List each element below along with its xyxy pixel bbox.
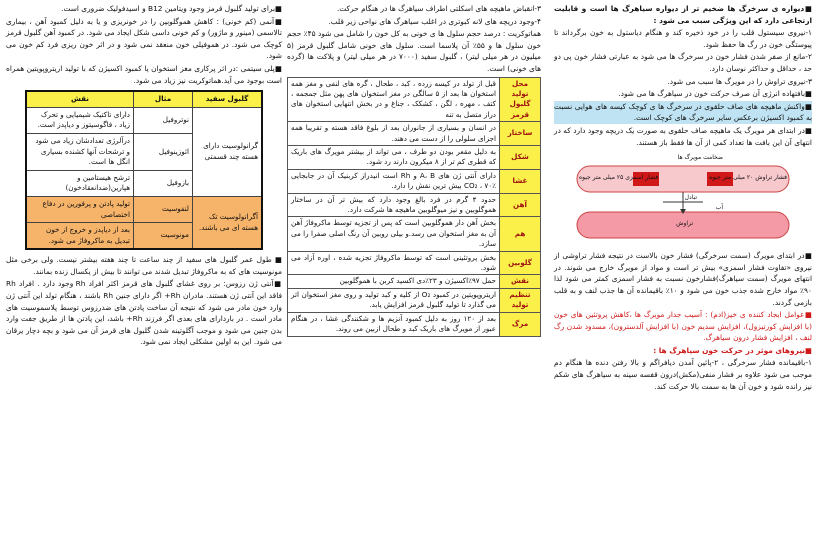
right-p11: ۱-باقیمانده فشار سرخرگی ، ۲-پائین آمدن دیافراگم و بالا رفتن دنده ها هنگام دم موجب می شود علاوه بر فشار منفی(مکش)درون قفسه سینه به سیاهرگ های شکم نیز رانده شود و خون آن ها به سمت بالا حرکت کند.	[554, 358, 812, 391]
wbc-head-type: گلبول سفید	[193, 91, 263, 107]
rbc-text-7: حمل ۹۷٪اکسیژن و ۲۳٪دی اکسید کربن با هموگلوبین	[288, 275, 500, 288]
middle-column	[284, 0, 544, 543]
rbc-text-0: قبل از تولد در کیسه زرده ، کبد ، طحال ، گره های لنفی و مغز همه استخوان ها بعد از ۵ سالگی در مغز استخوان های پهن مثل جمجمه ، کتف ، مهره ، لگن ، کشکک ، جناغ و در بخش انتهایی استخوان های دراز متصل به تنه	[288, 77, 500, 122]
rbc-head-5: هم	[500, 217, 541, 251]
diagram-label-mid: تبادل	[684, 194, 697, 202]
rbc-head-4: آهن	[500, 193, 541, 217]
wbc-role-3: تولید پادتن و پرفورین در دفاع اختصاصی	[26, 196, 134, 222]
rbc-head-6: گلوبین	[500, 251, 541, 275]
wbc-head-example: مثال	[134, 91, 193, 107]
table-row	[288, 122, 541, 146]
middle-p3: هماتوکریت : درصد حجم سلول ها ی خونی به کل خون را شامل می شود ۴۵٪ حجم خون سلول ها و ۵۵٪ آن پلاسما است. سلول های خونی شامل گلبول قرمز (۵ میلیون در هر میلی لیتر) ، گلبول سفید (۷۰۰۰ در هر میلی لیتر) و پلاکت ها (گرده های خونی) است.	[287, 29, 541, 73]
wbc-example-4: مونوسیت	[134, 223, 193, 250]
right-p6: ■واکنش ماهیچه های صاف حلقوی در سرخرگ ها ی کوچک کیسه های هوایی نسبت به کمبود اکسیژن برعکس سایر سرخرگ های کوچک است.	[554, 101, 812, 123]
table-row	[288, 217, 541, 251]
left-column	[0, 0, 286, 543]
wbc-role-0: دارای تاکتیک شیمیایی و تحرک زیاد ، فاگوسیتوز و دیاپدز است.	[26, 107, 134, 133]
table-row	[26, 196, 262, 222]
rbc-text-1: در انسان و بسیاری از جانوران بعد از بلوغ فاقد هسته و تقریبا همه اجزای سلولی را از دست می دهند.	[288, 122, 500, 146]
wbc-head-role: نقش	[26, 91, 134, 107]
rbc-head-8: تنظیم تولید	[500, 288, 541, 312]
capillary-diagram-svg	[573, 154, 793, 246]
rbc-text-4: حدود ۴ گرم در فرد بالغ وجود دارد که بیش تر آن در ساختار هموگلوبین و نیز میوگلوبین ماهیچه ها شرکت دارد.	[288, 193, 500, 217]
table-row	[26, 107, 262, 133]
diagram-label-left-top: فشار اسمزی ۲۵ میلی متر جیوه	[579, 174, 659, 182]
left-p2: ■آنمی (کم خونی) : کاهش هموگلوبین را در خونریزی و یا به دلیل کمبود آهن ، بیماری تالاسمی (مینور و ماژور) و کم خونی داسی شکل ایجاد می شود. در کمبود آهن گلبول قرمز کوچک می شود. در هموفیلی خون منعقد نمی شود و در اثر خون ریزی فرد کم خون می شود.	[6, 16, 282, 61]
middle-p2: ۴-وجود دریچه های لانه کبوتری در اغلب سیاهرگ های نواحی زیر قلب.	[328, 16, 541, 26]
wbc-example-3: لنفوسیت	[134, 196, 193, 222]
wbc-group-granulocyte: گرانولوسیت دارای هسته چند قسمتی	[193, 107, 263, 196]
table-row	[288, 169, 541, 193]
table-row	[288, 275, 541, 288]
diagram-label-top: ضخامت مویرگ ها	[677, 154, 723, 162]
middle-p1: ۳-انقباض ماهیچه های اسکلتی اطراف سیاهرگ ها در هنگام حرکت.	[336, 4, 541, 13]
wbc-role-2: ترشح هیستامین و هپارین(ضدانعقادخون)	[26, 170, 134, 196]
rbc-text-3: دارای آنتی ژن های A، B و Rh است انیدراز کربنیک آن در جابجایی CO₂ ، ۷۰٪ بیش ترین نقش را دارد.	[288, 169, 500, 193]
table-row	[288, 193, 541, 217]
rbc-text-6: بخش پروتئینی است که توسط ماکروفاژ تجزیه شده ، اوره آزاد می شود.	[288, 251, 500, 275]
left-p4: ■ طول عمر گلبول های سفید از چند ساعت تا چند هفته بیشتر نیست. ولی برخی مثل مونوسیت های که به ماکروفاژ تبدیل شدند می توانند تا بیش از یکسال زنده بمانند.	[6, 255, 282, 276]
right-column	[550, 0, 818, 543]
rbc-head-9: مرگ	[500, 312, 541, 336]
rbc-head-3: غشا	[500, 169, 541, 193]
right-p4: ۳-نیروی تراوش را در مویرگ ها سبب می شود.	[667, 76, 812, 86]
table-row	[288, 77, 541, 122]
wbc-header-row	[26, 91, 262, 107]
right-p1: ■دیواره ی سرخرگ ها ضخیم تر از دیواره سیاهرگ ها است و قابلیت ارتجاعی دارد که این ویژگی سبب می شود :	[554, 4, 812, 25]
rbc-text-2: به دلیل مقعر بودن دو طرف ، می تواند از بیشتر مویرگ های باریک که قطری کم تر از ۸ میکرون دارند رد شود.	[288, 146, 500, 170]
rbc-head-0: محل تولید گلبول قرمز	[500, 77, 541, 122]
right-p5: ■بافتهاده انرژی آن صرف حرکت خون در سیاهرگ ها می شود.	[618, 89, 812, 99]
right-p9: ■عوامل ایجاد کننده ی خیز(ادم) : آسیب جدار مویرگ ها ،کاهش پروتئین های خون (با افزایش کورتیزول)، افزایش سدیم خون (با افزایش آلدسترون)، مسدود شدن رگ لنف ، افزایش فشار درون سیاهرگ.	[554, 310, 812, 343]
capillary-diagram	[573, 154, 793, 246]
diagram-label-bottom: تراوش	[676, 220, 693, 228]
right-p2: ۱-نیروی سیستول قلب را در خود ذخیره کند و هنگام دیاستول به خون برگرداند تا پیوستگی خون در رگ ها حفظ شود.	[554, 28, 812, 49]
table-row	[288, 312, 541, 336]
left-p5: ■آنتی ژن رزوس: بر روی غشای گلبول های قرمز اکثر افراد Rh وجود دارد . افراد Rh فاقد این آنتی ژن هستند. مادران Rh+ اگر دارای جنین Rh باشند ، هنگام تولد این آنتی ژن وارد خون مادر می شود که نتیجه آن ساخت پادتن های ضدرزوس توسط پلاسموسیت های مادر است . در باردارای های بعدی اگر فرزند Rh+ باشد، این پادتن ها از طریق جفت وارد بدن جنین می شود و موجب آگلوتینه شدن گلبول های قرمز آن می شود و بچه دچار یرقان می شود. این به اولین مشکلی ایجاد نمی شود.	[6, 279, 283, 347]
left-p3: ■پلی سیتمی :در اثر پرکاری مغز استخوان یا کمبود اکسیژن که با تولید اریتروپویتین همراه است بوجود می آید.هماتوکریت نیز زیاد می شود.	[6, 63, 282, 85]
wbc-role-1: درآلرژی تعدادشان زیاد می شود و ترشحات آنها کشنده بسیاری انگل ها است.	[26, 133, 134, 170]
diagram-label-right-top: فشار تراوش ۲۰ میلی متر جیوه	[709, 174, 787, 182]
table-row	[288, 288, 541, 312]
wbc-table	[25, 90, 263, 250]
rbc-text-8: اریتروپویتین در کمبود O₂ از کلیه و کبد تولید و روی مغز استخوان اثر می گذارد تا تولید گلبول قرمز افزایش یابد.	[288, 288, 500, 312]
wbc-example-0: نوتروفیل	[134, 107, 193, 133]
table-row	[288, 146, 541, 170]
rbc-text-5: بخش آهن دار هموگلوبین است که پس از تجزیه توسط ماکروفاژ آهن آن به مغز استخوان می رسد.و بیلی روبین آن رنگ اصلی صفرا را می سازد.	[288, 217, 500, 251]
rbc-head-7: نقش	[500, 275, 541, 288]
right-p3: ۲-مانع از صفر شدن فشار خون در سرخرگ ها می شود به عبارتی فشار خون پی دو حد ، حداقل و حداکثر نوسان دارد.	[554, 52, 812, 73]
wbc-group-agranulocyte: آگرانولوسیت تک هسته ای می باشند.	[193, 196, 263, 249]
wbc-example-2: بازوفیل	[134, 170, 193, 196]
table-row	[288, 251, 541, 275]
diagram-label-mid2: آب	[715, 204, 723, 212]
right-p8: ■در ابتدای مویرگ (سمت سرخرگی) فشار خون بالاست در نتیجه فشار تراوشی از نیروی «تفاوت فشار اسمزی» بیش تر است و مواد از مویرگ خارج می شوند. در انتهای مویرگ (سمت سیاهرگ)فشارخون نسبت به فشار اسمزی کمتر می شود لذا ۹۰٪ مواد خارج شده جذب خون می شود و ۱۰٪ باقیمانده آن ها جذب لنف و به قلب بازمی گردند.	[554, 251, 812, 307]
right-p10: ■نیروهای موثر در حرکت خون سیاهرگ ها :	[653, 345, 812, 355]
wbc-role-4: بعد از دیاپدز و خروج از خون تبدیل به ماکروفاژ می شود.	[26, 223, 134, 250]
wbc-example-1: ائوزینوفیل	[134, 133, 193, 170]
rbc-table	[287, 77, 541, 337]
right-p7: ■در ابتدای هر مویرگ یک ماهیچه صاف حلقوی به صورت یک دریچه وجود دارد که در انتهای آن این بافت ها تعداد کمی از آن ها فقط باز هستند.	[554, 125, 812, 147]
rbc-head-2: شکل	[500, 146, 541, 170]
rbc-head-1: ساختار	[500, 122, 541, 146]
rbc-text-9: بعد از ۱۲۰ روز به دلیل کمبود آنزیم ها و شکنندگی غشا ، در هنگام عبور از مویرگ های باریک کبد و طحال ازبین می روند.	[288, 312, 500, 336]
left-p1: ■برای تولید گلبول قرمز وجود ویتامین B12 و اسیدفولیک ضروری است.	[61, 4, 282, 13]
